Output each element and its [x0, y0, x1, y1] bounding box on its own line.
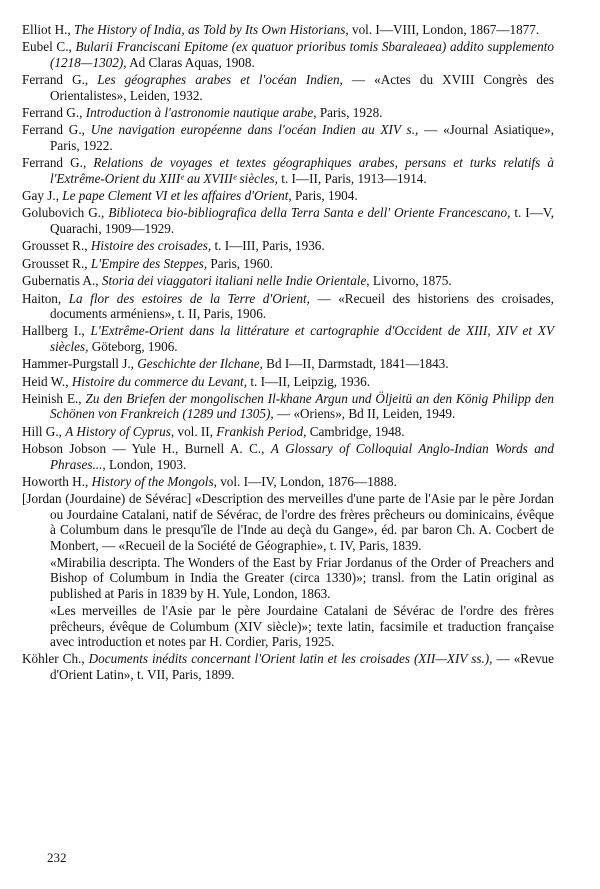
bib-entry-golubovich: Golubovich G., Biblioteca bio-bibliografica della Terra Santa e dell' Oriente Francescano, t. I—V, Quarachi, 1909—1929. [22, 205, 554, 236]
bib-entry-jordan-mirabilia: «Mirabilia descripta. The Wonders of the East by Friar Jordanus of the Order of Preachers and Bishop of Columbum in India the Greater (circa 1330)»; transl. from the Latin original as published at Paris in 1839 by H. Yule, London, 1863. [50, 555, 554, 601]
bib-entry-jordan-merveilles: «Les merveilles de l'Asie par le père Jourdaine Catalani de Sévérac de l'ordre des frères prêcheurs, évêque de Columbum (XIV siècle)»; texte latin, facsimile et traduction française avec introduction et notes par H. Cordier, Paris, 1925. [50, 603, 554, 650]
bib-entry-ferrand-geographes: Ferrand G., Les géographes arabes et l'océan Indien, — «Actes du XVIII Congrès des Orientalistes», Leiden, 1932. [22, 72, 554, 103]
page-number: 232 [47, 850, 67, 865]
bib-entry-gubernatis: Gubernatis A., Storia dei viaggatori italiani nelle Indie Orientale, Livorno, 1875. [22, 273, 452, 289]
bib-entry-haiton: Haiton, La flor des estoires de la Terre d'Orient, — «Recueil des historiens des croisades, documents arméniens», t. II, Paris, 1906. [22, 290, 554, 321]
bib-entry-elliot: Elliot H., The History of India, as Told by Its Own Historians, vol. I—VIII, London, 1867—1877. [22, 22, 540, 37]
bib-entry-ferrand-navigation: Ferrand G., Une navigation européenne dans l'océan Indien au XIV s., — «Journal Asiatique», Paris, 1922. [22, 122, 555, 153]
bib-entry-hallberg: Hallberg I., L'Extrême-Orient dans la littérature et cartographie d'Occident de XIII, XIV et XV siècles, Göteborg, 1906. [22, 323, 554, 354]
bib-entry-kohler: Köhler Ch., Documents inédits concernant l'Orient latin et les croisades (XII—XIV ss.), — «Revue d'Orient Latin», t. VII, Paris, 1899. [22, 651, 555, 682]
bib-entry-grousset-croisades: Grousset R., Histoire des croisades, t. I—III, Paris, 1936. [22, 238, 325, 254]
bib-entry-ferrand-relations: Ferrand G., Relations de voyages et textes géographiques arabes, persans et turks relatifs à l'Extrême-Orient du XIIIᵉ au XVIIIᵉ siècles, t. I—II, Paris, 1913—1914. [22, 155, 554, 186]
bib-entry-jordan: [Jordan (Jourdaine) de Sévérac] «Description des merveilles d'une parte de l'Asie par le père Jordan ou Jourdaine Catalani, natif de Sévérac, de l'ordre des frères prêcheurs ou dominicains, évêque à Columbum dans le presqu'île de l'Inde au deçà du Gange», éd. par baron Ch. A. Cocbert de Monbert, — «Recueil de la Société de Géographie», t. IV, Paris, 1839. [22, 491, 554, 553]
bib-entry-heid: Heid W., Histoire du commerce du Levant, t. I—II, Leipzig, 1936. [22, 373, 371, 389]
bib-entry-eubel: Eubel C., Bularii Franciscani Epitome (ex quatuor prioribus tomis Sbaraleaea) addito supplemento (1218—1302), Ad Claras Aquas, 1908. [22, 39, 555, 70]
bibliography-list [22, 22, 554, 684]
bib-entry-grousset-steppes: Grousset R., L'Empire des Steppes, Paris, 1960. [22, 255, 274, 271]
bib-entry-hobson-jobson: Hobson Jobson — Yule H., Burnell A. C., A Glossary of Colloquial Anglo-Indian Words and Phrases..., London, 1903. [22, 441, 554, 472]
bib-entry-ferrand-astronomie: Ferrand G., Introduction à l'astronomie nautique arabe, Paris, 1928. [22, 105, 383, 121]
bib-entry-howorth: Howorth H., History of the Mongols, vol. I—IV, London, 1876—1888. [22, 473, 397, 489]
bib-entry-hammer-purgstall: Hammer-Purgstall J., Geschichte der Ilchane, Bd I—II, Darmstadt, 1841—1843. [22, 356, 449, 372]
bib-entry-gay: Gay J., Le pape Clement VI et les affaires d'Orient, Paris, 1904. [22, 188, 358, 204]
bib-entry-hill: Hill G., A History of Cyprus, vol. II, Frankish Period, Cambridge, 1948. [22, 423, 405, 439]
bib-entry-heinish: Heinish E., Zu den Briefen der mongolischen Il-khane Argun und Öljeitü an den König Philipp den Schönen von Frankreich (1289 und 1305), — «Oriens», Bd II, Leiden, 1949. [22, 390, 554, 422]
